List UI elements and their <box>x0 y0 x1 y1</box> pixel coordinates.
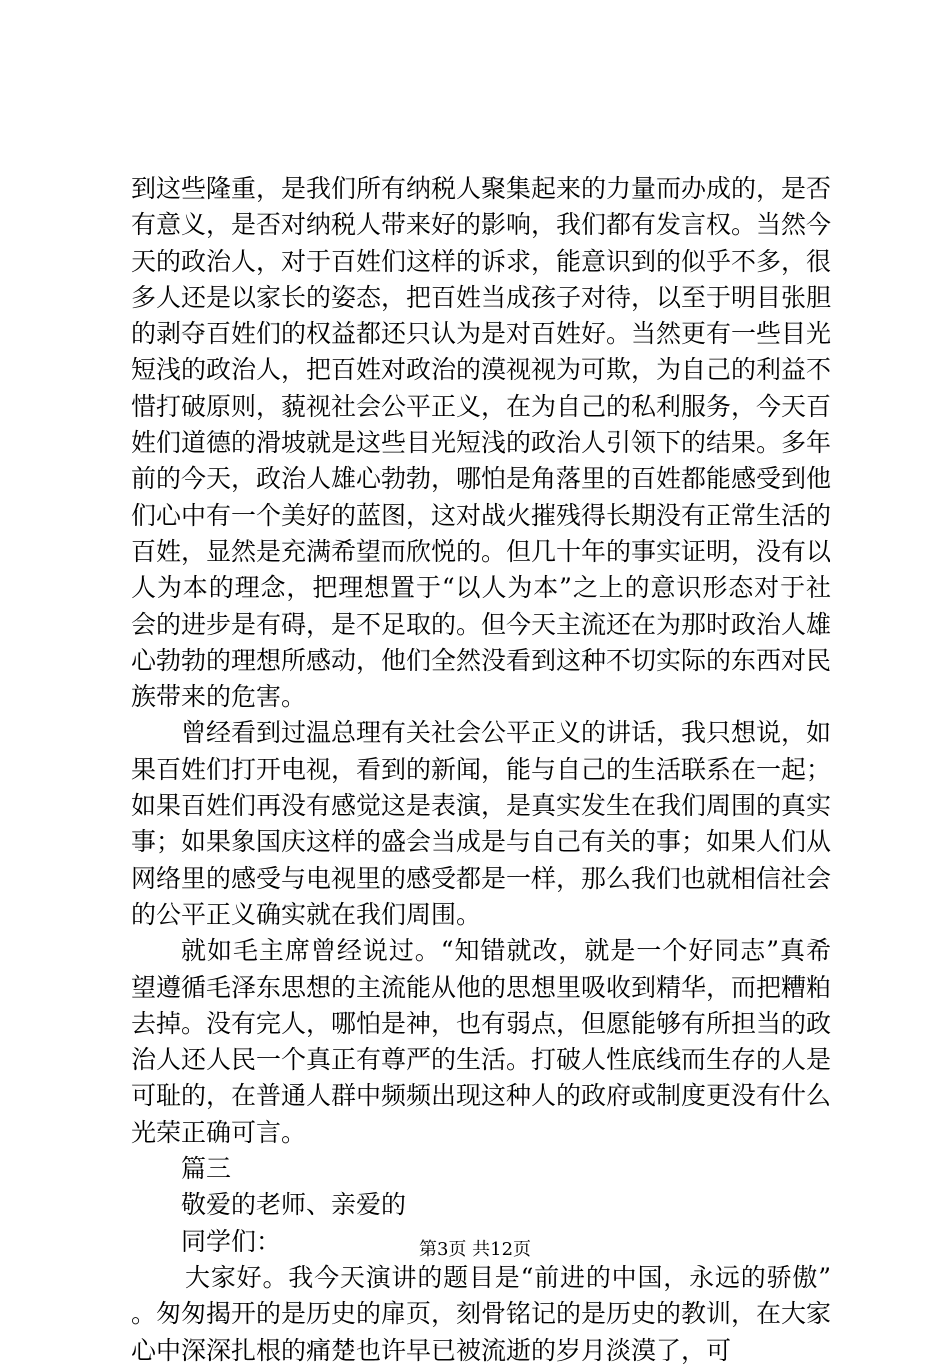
document-body <box>131 171 831 1369</box>
salutation-line-1: 敬爱的老师、亲爱的 <box>181 1190 407 1220</box>
paragraph-continuation: 到这些隆重，是我们所有纳税人聚集起来的力量而办成的，是否有意义，是否对纳税人带来好的影响，我们都有发言权。当然今天的政治人，对于百姓们这样的诉求，能意识到的似乎不多，很多人还是以家长的姿态，把百姓当成孩子对待，以至于明目张胆的剥夺百姓们的权益都还只认为是对百姓好。当然更有一些目光短浅的政治人，把百姓对政治的漠视视为可欺，为自己的利益不惜打破原则，藐视社会公平正义，在为自己的私利服务，今天百姓们道德的滑坡就是这些目光短浅的政治人引领下的结果。多年前的今天，政治人雄心勃勃，哪怕是角落里的百姓都能感受到他们心中有一个美好的蓝图，这对战火摧残得长期没有正常生活的百姓，显然是充满希望而欣悦的。但几十年的事实证明，没有以人为本的理念，把理想置于“以人为本”之上的意识形态对于社会的进步是有碍，是不足取的。但今天主流还在为那时政治人雄心勃勃的理想所感动，他们全然没看到这种不切实际的东西对民族带来的危害。 <box>131 174 832 712</box>
paragraph-chairman-quote: 就如毛主席曾经说过。“知错就改，就是一个好同志”真希望遵循毛泽东思想的主流能从他的思想里吸收到精华，而把糟粕去掉。没有完人，哪怕是神，也有弱点，但愿能够有所担当的政治人还人民一个真正有尊严的生活。打破人性底线而生存的人是可耻的，在普通人群中频频出现这种人的政府或制度更没有什么光荣正确可言。 <box>131 936 832 1147</box>
paragraph-speech-opening: 大家好。我今天演讲的题目是“前进的中国，永远的骄傲”。匆匆揭开的是历史的扉页，刻骨铭记的是历史的教训，在大家心中深深扎根的痛楚也许早已被流逝的岁月淡漠了，可 <box>131 1262 832 1365</box>
salutation-line-2: 同学们： <box>181 1226 282 1256</box>
page-number-footer: 第3页 共12页 <box>418 1239 532 1260</box>
paragraph-premier-speech: 曾经看到过温总理有关社会公平正义的讲话，我只想说，如果百姓们打开电视，看到的新闻，能与自己的生活联系在一起；如果百姓们再没有感觉这是表演，是真实发生在我们周围的真实事；如果象国庆这样的盛会当成是与自己有关的事；如果人们从网络里的感受与电视里的感受都是一样，那么我们也就相信社会的公平正义确实就在我们周围。 <box>131 718 832 929</box>
section-heading: 篇三 <box>181 1154 232 1184</box>
